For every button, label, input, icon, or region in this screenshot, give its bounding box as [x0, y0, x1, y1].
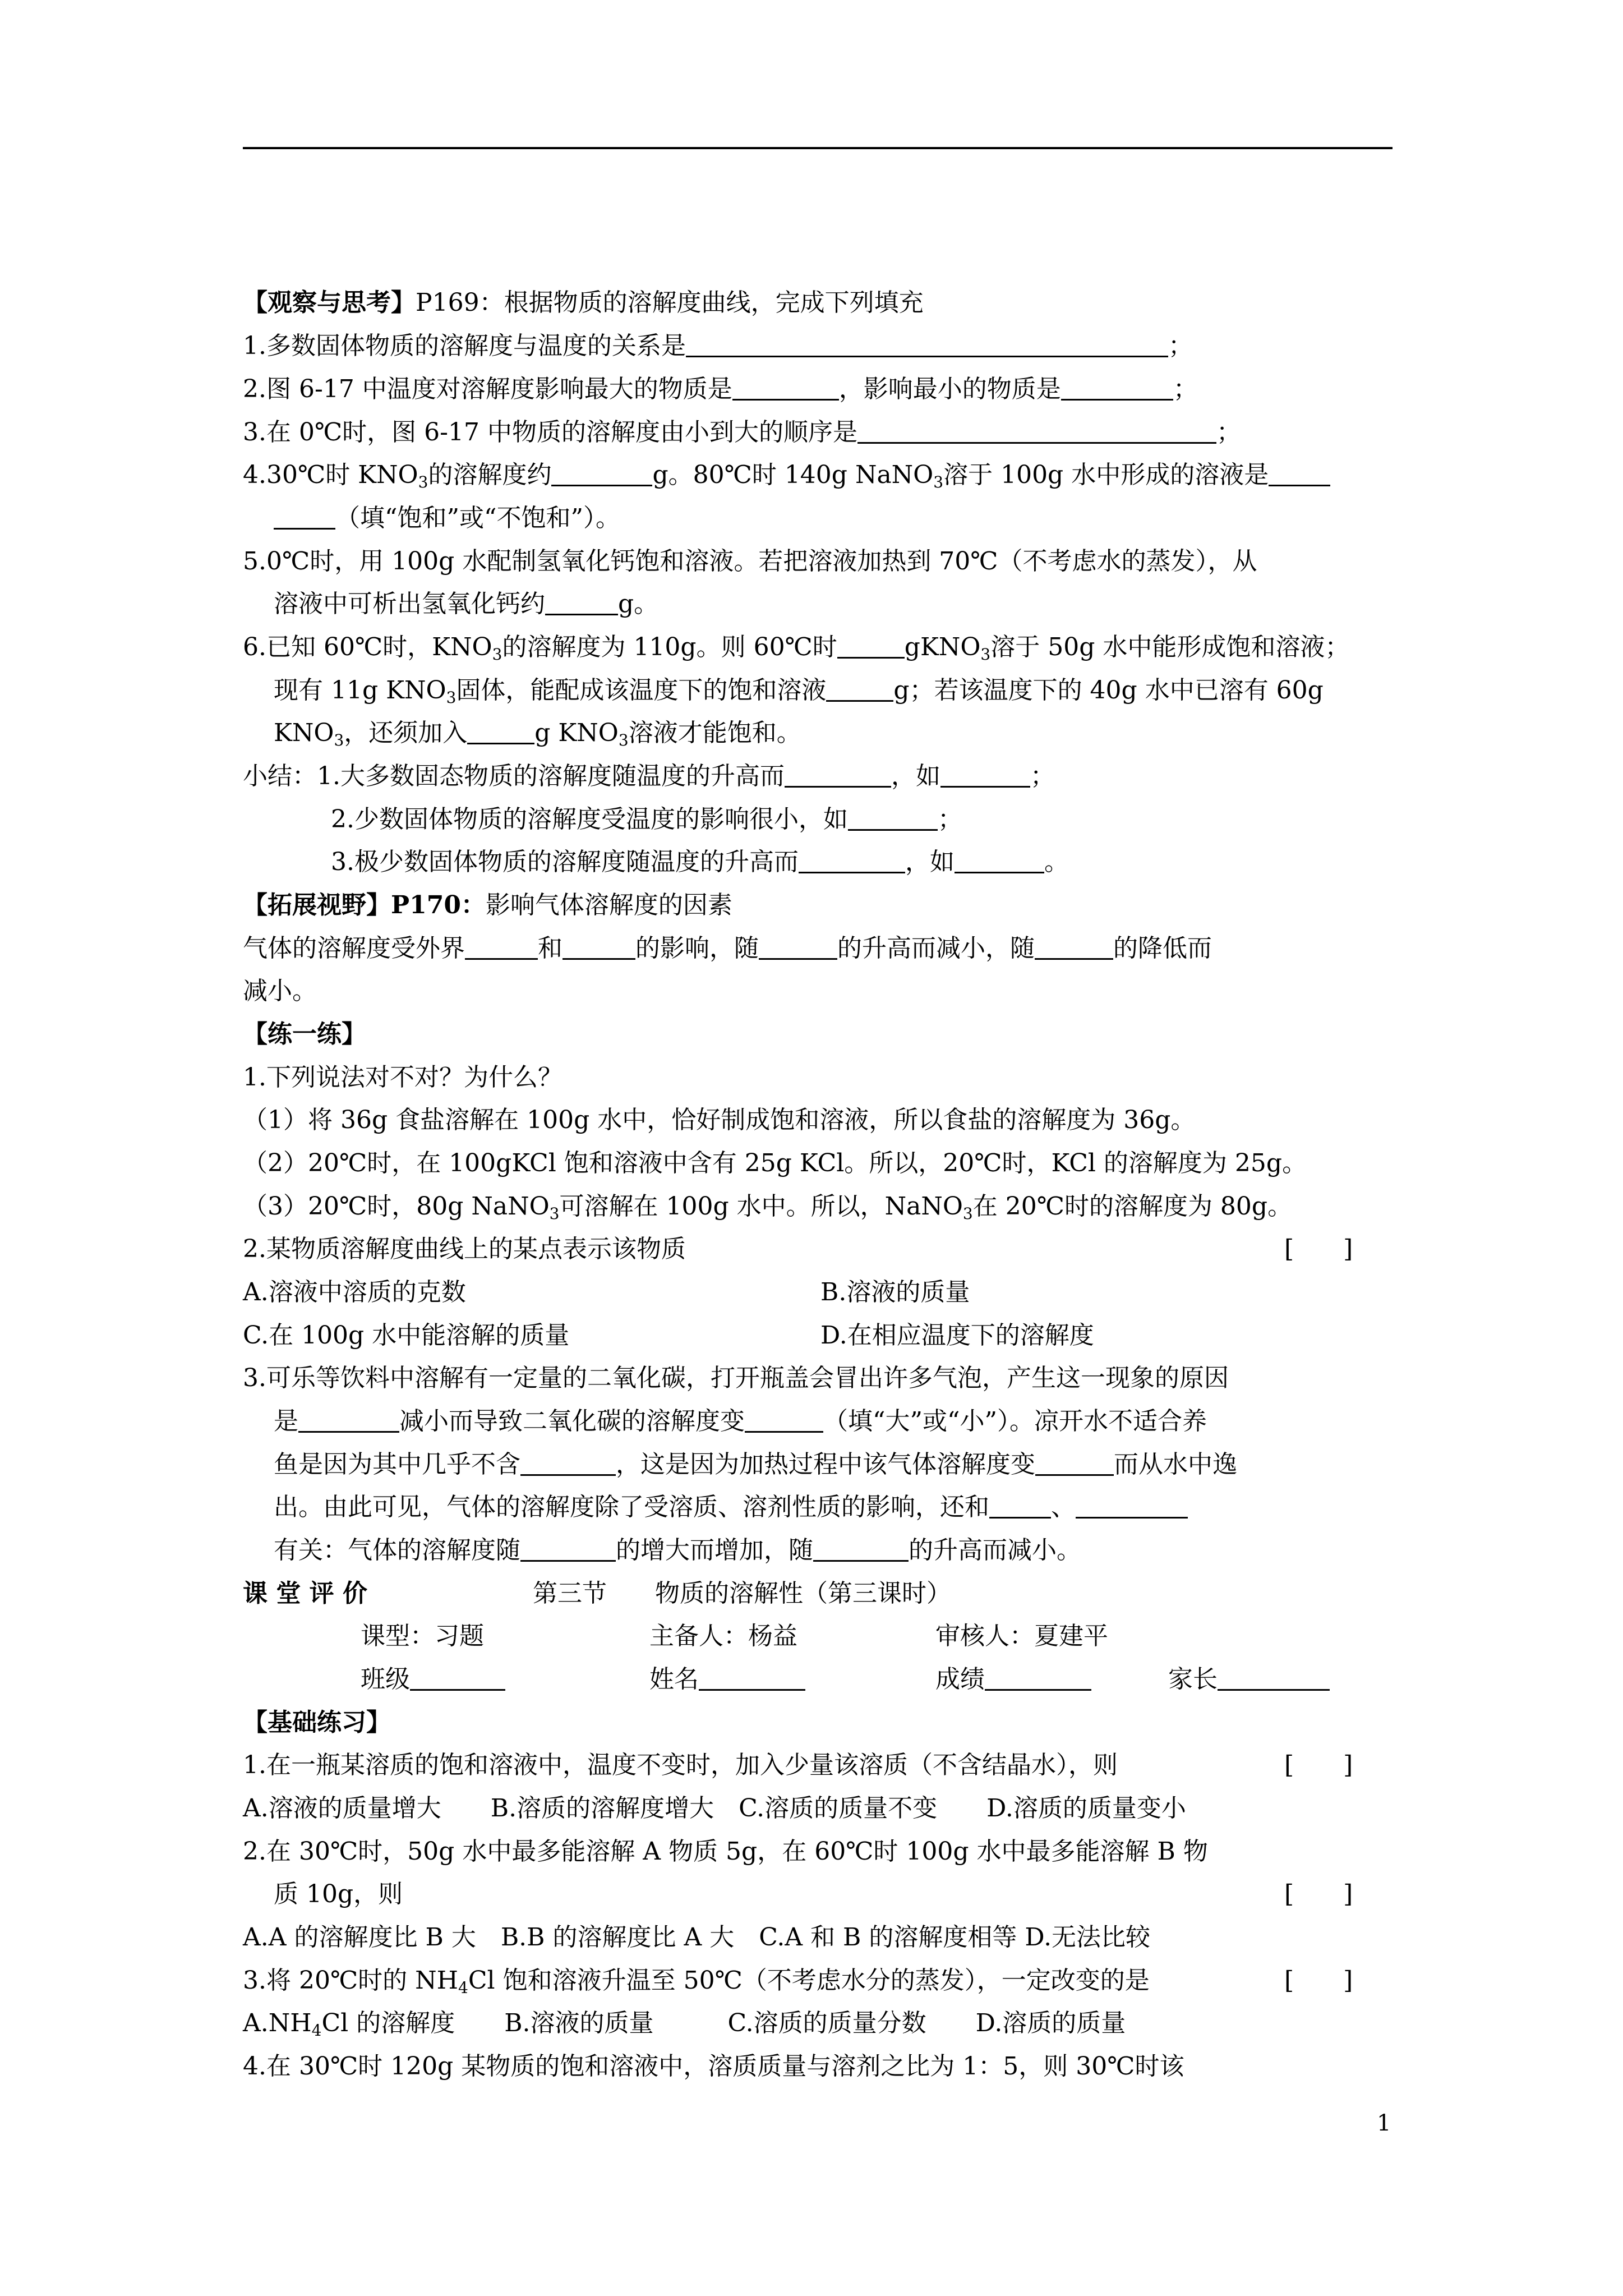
answer-blank[interactable]: [989, 1490, 1051, 1519]
name-label: 姓名: [649, 1665, 699, 1694]
basic-q2b: 质 10g，则: [274, 1880, 403, 1908]
practice-q3b2: 减小而导致二氧化碳的溶解度变: [399, 1407, 745, 1435]
q2b-text: ，影响最小的物质是: [838, 375, 1061, 403]
practice-q2-option-d: [820, 1316, 1094, 1355]
bracket-text: [ ]: [1284, 1235, 1353, 1263]
practice-q3-line1: [243, 1359, 1229, 1398]
answer-blank[interactable]: [785, 759, 891, 788]
observe-q5-cont: [274, 585, 658, 624]
q3-text: 3.在 0℃时，图 6-17 中物质的溶解度由小到大的顺序是: [243, 418, 858, 447]
sum3b-text: ，如: [905, 848, 955, 876]
basic-q1-text: 1.在一瓶某溶质的饱和溶液中，温度不变时，加入少量该溶质（不含结晶水），则: [243, 1751, 1118, 1779]
answer-blank[interactable]: [551, 458, 652, 486]
q3-end: ；: [1216, 418, 1242, 447]
q5b-text: 溶液中可析出氢氧化钙约: [274, 590, 545, 618]
q4c-text: g。80℃时 140g NaNO: [652, 461, 934, 489]
practice-q2: [243, 1230, 686, 1269]
practice-q3e3: 的升高而减小。: [909, 1536, 1081, 1565]
basic-q3: [243, 1961, 1150, 2000]
answer-blank[interactable]: [467, 716, 534, 744]
subscript: 4: [311, 2021, 322, 2040]
answer-bracket[interactable]: [1284, 1875, 1353, 1914]
sum3c-text: 。: [1044, 848, 1069, 876]
practice-q3d1: 出。由此可见，气体的溶解度除了受溶质、溶剂性质的影响，还和: [274, 1493, 989, 1521]
q5a-text: 5.0℃时，用 100g 水配制氢氧化钙饱和溶液。若把溶液加热到 70℃（不考虑水的蒸发），从: [243, 547, 1257, 576]
summary-1: [243, 757, 1055, 796]
practice-q3c3: 而从水中逸: [1114, 1450, 1237, 1479]
observe-q4-cont: [274, 499, 620, 538]
practice-q3-line4: [274, 1488, 1188, 1527]
answer-blank[interactable]: [1076, 1490, 1188, 1519]
subscript: 3: [549, 1204, 560, 1223]
answer-blank[interactable]: [562, 931, 635, 960]
answer-blank[interactable]: [745, 1404, 823, 1433]
parent-label: 家长: [1168, 1665, 1218, 1694]
expand-heading-line: [243, 886, 732, 925]
summary-3: [331, 843, 1069, 882]
practice-q1: [243, 1058, 562, 1097]
class-input[interactable]: [410, 1662, 505, 1691]
q2-end: ；: [1173, 375, 1198, 403]
practice-q1-1-text: （1）将 36g 食盐溶解在 100g 水中，恰好制成饱和溶液，所以食盐的溶解度为 36g。: [243, 1106, 1196, 1134]
answer-blank[interactable]: [274, 501, 335, 530]
q6e-text: 现有 11g KNO: [274, 676, 446, 705]
basic-q2-line1: [243, 1832, 1208, 1871]
expand-l1e: 的降低而: [1113, 934, 1212, 963]
practice-heading: 【练一练】: [243, 1020, 366, 1048]
subscript: 3: [980, 645, 991, 664]
q4a-text: 4.30℃时 KNO: [243, 461, 418, 489]
practice-q3a: 3.可乐等饮料中溶解有一定量的二氧化碳，打开瓶盖会冒出许多气泡，产生这一现象的原因: [243, 1364, 1229, 1392]
header-rule: [243, 147, 1393, 149]
basic-q4-text: 4.在 30℃时 120g 某物质的饱和溶液中，溶质质量与溶剂之比为 1：5，则 30℃时该: [243, 2052, 1184, 2081]
answer-blank[interactable]: [813, 1533, 909, 1562]
practice-q2-text: 2.某物质溶解度曲线上的某点表示该物质: [243, 1235, 686, 1263]
basic-q2a: 2.在 30℃时，50g 水中最多能溶解 A 物质 5g，在 60℃时 100g 水中最多能溶解 B 物: [243, 1837, 1208, 1866]
practice-q3b1: 是: [274, 1407, 298, 1435]
subscript: 3: [933, 473, 944, 491]
q6i-text: ，还须加入: [344, 719, 468, 747]
answer-blank[interactable]: [848, 802, 938, 831]
option-c: C.在 100g 水中能溶解的质量: [243, 1321, 570, 1350]
practice-q1-2-text: （2）20℃时，在 100gKCl 饱和溶液中含有 25g KCl。所以，20℃时，KCl 的溶解度为 25g。: [243, 1149, 1307, 1177]
q6j-text: g KNO: [534, 719, 619, 747]
basic-q1-options: [243, 1789, 1186, 1828]
observe-q2: [243, 370, 1198, 409]
option-b: B.溶液的质量: [820, 1278, 970, 1306]
name-field: [649, 1660, 805, 1699]
practice-q1-2: [243, 1144, 1307, 1183]
subscript: 3: [418, 473, 428, 491]
practice-q3-line3: [274, 1445, 1237, 1484]
answer-blank[interactable]: [520, 1533, 616, 1562]
basic-q3-opt-a1: A.NH: [243, 2009, 312, 2037]
answer-blank[interactable]: [465, 931, 538, 960]
practice-q3-line5: [274, 1531, 1081, 1570]
practice-q1-3c: 在 20℃时的溶解度为 80g。: [972, 1192, 1293, 1221]
basic-q4: [243, 2047, 1184, 2086]
sum2b-text: ；: [937, 805, 962, 834]
q6f-text: 固体，能配成该温度下的饱和溶液: [456, 676, 827, 705]
expand-l1d: 的升高而减小，随: [837, 934, 1035, 963]
answer-bracket[interactable]: [1284, 1961, 1353, 2000]
observe-heading: 【观察与思考】: [243, 288, 416, 317]
q4d-text: 溶于 100g 水中形成的溶液是: [943, 461, 1269, 489]
basic-q3-opt-rest: B.溶液的质量 C.溶质的质量分数 D.溶质的质量: [504, 2009, 1126, 2037]
eval-section: 第三节: [533, 1579, 607, 1608]
eval-title: 课 堂 评 价: [243, 1579, 367, 1608]
score-field: [935, 1660, 1091, 1699]
observe-q4: [243, 455, 1330, 495]
practice-q3b3: （填“大”或“小”）。凉开水不适合养: [823, 1407, 1207, 1435]
expand-l1a: 气体的溶解度受外界: [243, 934, 465, 963]
answer-bracket[interactable]: [1284, 1230, 1353, 1269]
option-a: A.溶液中溶质的克数: [243, 1278, 466, 1306]
basic-q2-options: [243, 1918, 1150, 1957]
basic-q3-options: [243, 2004, 1126, 2043]
answer-blank[interactable]: [1035, 931, 1113, 960]
answer-blank[interactable]: [686, 329, 1168, 357]
expand-l1c: 的影响，随: [635, 934, 759, 963]
practice-q3c2: ，这是因为加热过程中该气体溶解度变: [616, 1450, 1035, 1479]
score-label: 成绩: [935, 1665, 985, 1694]
answer-blank[interactable]: [826, 673, 893, 702]
class-label: 班级: [361, 1665, 410, 1694]
expand-l2: 减小。: [243, 977, 317, 1005]
q6d-text: 溶于 50g 水中能形成饱和溶液；: [990, 633, 1350, 661]
answer-blank[interactable]: [940, 759, 1030, 788]
answer-blank[interactable]: [732, 372, 839, 401]
practice-q3-line2: [274, 1402, 1207, 1441]
basic-q2-line2: [274, 1875, 403, 1914]
answer-blank[interactable]: [759, 931, 837, 960]
q1-text: 1.多数固体物质的溶解度与温度的关系是: [243, 332, 686, 360]
eval-preparer: 主备人：杨益: [649, 1622, 797, 1650]
answer-blank[interactable]: [799, 845, 905, 873]
observe-q5: [243, 542, 1257, 581]
practice-q3e1: 有关：气体的溶解度随: [274, 1536, 520, 1565]
answer-blank[interactable]: [520, 1447, 616, 1476]
q6c-text: gKNO: [904, 633, 981, 661]
score-input[interactable]: [985, 1662, 1091, 1691]
class-field: [361, 1660, 505, 1699]
observe-ref: P169：根据物质的溶解度曲线，完成下列填充: [416, 288, 924, 317]
basic-q3b: Cl 饱和溶液升温至 50℃（不考虑水分的蒸发），一定改变的是: [468, 1966, 1150, 1995]
name-input[interactable]: [699, 1662, 805, 1691]
practice-q2-option-c: [243, 1316, 569, 1355]
observe-heading-line: [243, 283, 924, 323]
answer-blank[interactable]: [298, 1404, 399, 1433]
subscript: 3: [334, 731, 344, 749]
expand-line-2: [243, 972, 317, 1011]
basic-q1-options-text: A.溶液的质量增大 B.溶质的溶解度增大 C.溶质的质量不变 D.溶质的质量变小: [243, 1794, 1186, 1823]
observe-q6: [243, 628, 1349, 667]
eval-subject: 物质的溶解性（第三课时）: [655, 1579, 951, 1608]
basic-q3-opt-a2: Cl 的溶解度: [321, 2009, 455, 2037]
answer-bracket[interactable]: [1284, 1746, 1353, 1785]
practice-q2-option-b: [820, 1273, 970, 1312]
answer-blank[interactable]: [857, 415, 1216, 444]
answer-blank[interactable]: [837, 630, 905, 659]
observe-q3: [243, 413, 1241, 452]
sum1b-text: ，如: [891, 762, 940, 790]
q6a-text: 6.已知 60℃时，KNO: [243, 633, 492, 661]
observe-q1: [243, 326, 1193, 366]
q6k-text: 溶液才能饱和。: [628, 719, 801, 747]
q6g-text: g；若该温度下的 40g 水中已溶有 60g: [893, 676, 1324, 705]
practice-q3e2: 的增大而增加，随: [616, 1536, 813, 1565]
sum2a-text: 2.少数固体物质的溶解度受温度的影响很小，如: [331, 805, 848, 834]
parent-field: [1168, 1660, 1330, 1699]
subscript: 3: [446, 688, 457, 707]
page-number: 1: [1377, 2110, 1391, 2136]
bracket-text: [ ]: [1284, 1751, 1353, 1779]
expand-l1b: 和: [538, 934, 562, 963]
sum1c-text: ；: [1030, 762, 1055, 790]
eval-type: 课型：习题: [361, 1622, 484, 1650]
q4e-text: （填“饱和”或“不饱和”）。: [335, 504, 620, 532]
summary-2: [331, 800, 962, 839]
basic-q2-options-text: A.A 的溶解度比 B 大 B.B 的溶解度比 A 大 C.A 和 B 的溶解度相等 D.无法比较: [243, 1923, 1151, 1952]
answer-blank[interactable]: [955, 845, 1044, 873]
observe-q6-cont1: [274, 671, 1324, 710]
bracket-text: [ ]: [1284, 1880, 1353, 1908]
expand-heading: 【拓展视野】P170：: [243, 891, 486, 919]
answer-blank[interactable]: [545, 587, 618, 615]
practice-q1-1: [243, 1101, 1195, 1140]
q1-end: ；: [1168, 332, 1193, 360]
q4b-text: 的溶解度约: [428, 461, 552, 489]
subscript: 3: [962, 1204, 973, 1223]
practice-q3d2: 、: [1051, 1493, 1076, 1521]
option-d: D.在相应温度下的溶解度: [820, 1321, 1094, 1350]
bracket-text: [ ]: [1284, 1966, 1353, 1995]
subscript: 4: [458, 1978, 468, 1997]
expand-title: 影响气体溶解度的因素: [485, 891, 732, 919]
basic-q1: [243, 1746, 1118, 1785]
subscript: 3: [492, 645, 502, 664]
eval-reviewer: 审核人：夏建平: [935, 1622, 1108, 1650]
practice-q1-text: 1.下列说法对不对？为什么？: [243, 1063, 562, 1092]
answer-blank[interactable]: [1035, 1447, 1114, 1476]
practice-q1-3a: （3）20℃时，80g NaNO: [243, 1192, 550, 1221]
parent-input[interactable]: [1218, 1662, 1330, 1691]
q6b-text: 的溶解度为 110g。则 60℃时: [502, 633, 837, 661]
q2a-text: 2.图 6-17 中温度对溶解度影响最大的物质是: [243, 375, 732, 403]
practice-heading-line: [243, 1015, 366, 1054]
practice-q1-3: [243, 1187, 1292, 1226]
q5c-text: g。: [618, 590, 659, 618]
answer-blank[interactable]: [1061, 372, 1173, 401]
sum1a-text: 小结：1.大多数固态物质的溶解度随温度的升高而: [243, 762, 785, 790]
answer-blank[interactable]: [1269, 458, 1330, 486]
observe-q6-cont2: [274, 714, 801, 753]
subscript: 3: [618, 731, 629, 749]
expand-line-1: [243, 929, 1212, 968]
practice-q2-option-a: [243, 1273, 466, 1312]
basic-heading: 【基础练习】: [243, 1708, 391, 1737]
q6h-text: KNO: [274, 719, 334, 747]
basic-heading-line: [243, 1703, 391, 1742]
practice-q1-3b: 可溶解在 100g 水中。所以，NaNO: [559, 1192, 963, 1221]
basic-q3a: 3.将 20℃时的 NH: [243, 1966, 459, 1995]
sum3a-text: 3.极少数固体物质的溶解度随温度的升高而: [331, 848, 799, 876]
practice-q3c1: 鱼是因为其中几乎不含: [274, 1450, 520, 1479]
